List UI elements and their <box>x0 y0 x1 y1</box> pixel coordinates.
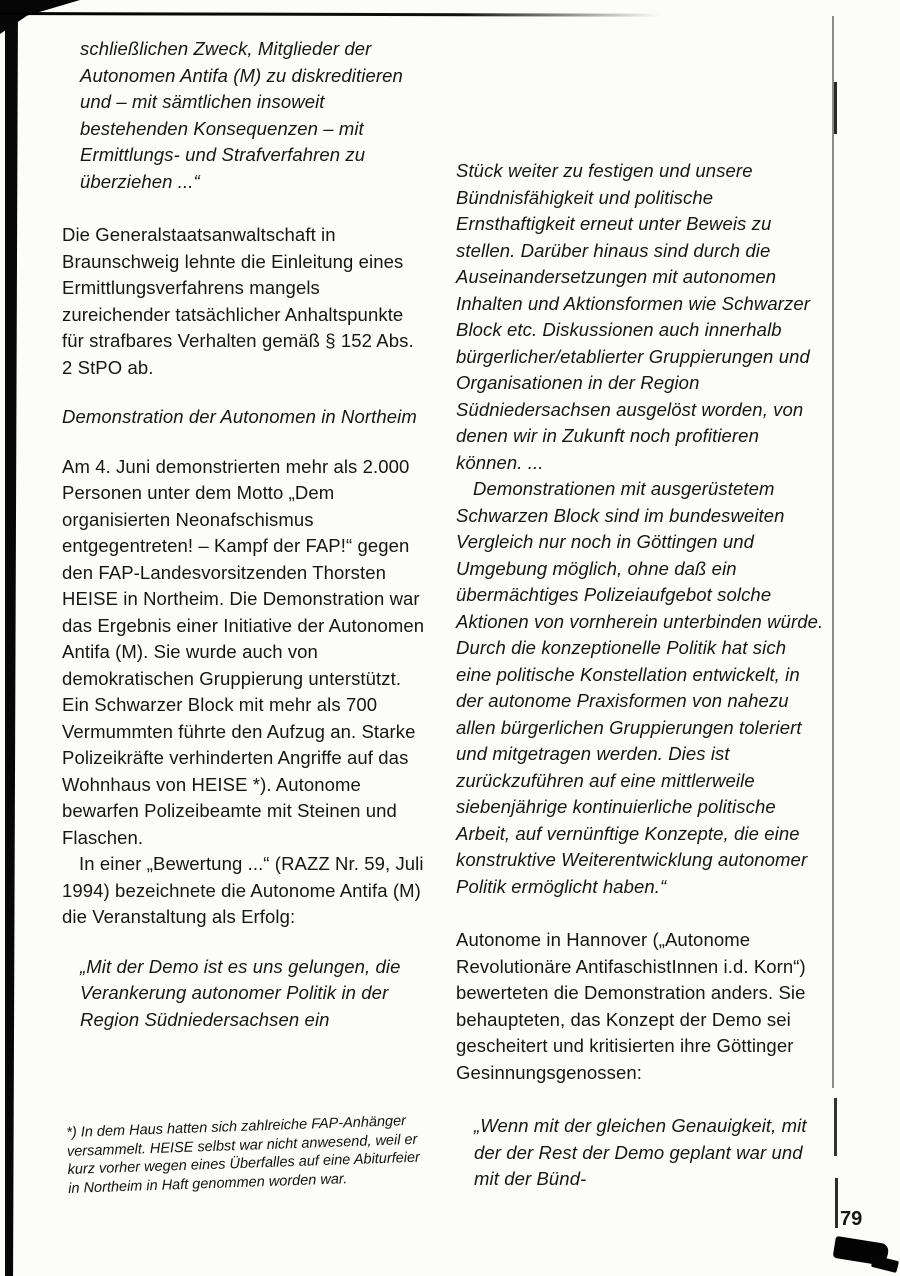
paragraph-bewertung-razz: In einer „Bewertung ...“ (RAZZ Nr. 59, Juli 1994) bezeichnete die Autonome Antifa (M) die Veranstaltung als Erfolg: <box>62 853 424 927</box>
paragraph-autonome-hannover: Autonome in Hannover („Autonome Revolutionäre AntifaschistInnen i.d. Korn“) bewerteten die Demonstration anders. Sie behaupteten, das Konzept der Demo sei gescheitert und kritisierten ihre Göttinger Gesinnungsgenossen: <box>456 929 806 1083</box>
page-number: 79 <box>840 1208 863 1230</box>
right-column <box>456 158 826 1193</box>
scan-artifact-right-tick <box>835 1178 838 1228</box>
scan-artifact-bottom-right <box>871 1255 899 1273</box>
scan-artifact-top-left <box>0 0 80 34</box>
subheading-demonstration-northeim: Demonstration der Autonomen in Northeim <box>62 406 417 427</box>
quote-continuation-diskreditieren: schließlichen Zweck, Mitglieder der Autonomen Antifa (M) zu diskreditieren und – mit sämtlichen insoweit bestehenden Konsequenzen – mit Ermittlungs- und Strafverfahren zu überziehen ...“ <box>80 38 403 192</box>
quote-stueck-weiter: Stück weiter zu festigen und unsere Bündnisfähigkeit und politische Ernsthaftigkeit erneut unter Beweis zu stellen. Darüber hinaus sind durch die Auseinandersetzungen mit autonomen Inhalten und Aktionsformen wie Schwarzer Block etc. Diskussionen auch innerhalb bürgerlicher/etablierter Gruppierungen und Organisationen in der Region Südniedersachsen ausgelöst worden, von denen wir in Zukunft noch profitieren können. ... <box>456 160 810 473</box>
scan-artifact-bottom-right <box>833 1236 890 1266</box>
quote-demonstrationen-schwarzer-block: Demonstrationen mit ausgerüstetem Schwarzen Block sind im bundesweiten Vergleich nur noch in Göttingen und Umgebung möglich, ohne daß ein übermächtiges Polizeiaufgebot solche Aktionen von vornherein unterbinden würde. Durch die konzeptionelle Politik hat sich eine politische Konstellation entwickelt, in der autonome Praxisformen von nahezu allen bürgerlichen Gruppierungen toleriert und mitgetragen werden. Dies ist zurückzuführen auf eine mittlerweile siebenjährige kontinuierliche politische Arbeit, auf vernünftige Konzepte, die eine konstruktive Weiterentwicklung autonomer Politik ermöglicht haben.“ <box>456 478 824 897</box>
paragraph-demonstration: Am 4. Juni demonstrierten mehr als 2.000 Personen unter dem Motto „Dem organisierten Neonafschismus entgegentreten! – Kampf der FAP!“ gegen den FAP-Landesvorsitzenden Thorsten HEISE in Northeim. Die Demonstration war das Ergebnis einer Initiative der Autonomen Antifa (M). Sie wurde auch von demokratischen Gruppierung unterstützt. Ein Schwarzer Block mit mehr als 700 Vermummten führte den Aufzug an. Starke Polizeikräfte verhinderten Angriffe auf das Wohnhaus von HEISE *). Autonome bewarfen Polizeibeamte mit Steinen und Flaschen. <box>62 455 425 848</box>
left-column <box>62 36 426 1033</box>
footnote-fap-anhaenger: *) In dem Haus hatten sich zahlreiche FAP-Anhänger versammelt. HEISE selbst war nicht anwesend, weil er kurz vorher wegen eines Überfalles auf eine Abiturfeier in Northeim in Haft genommen worden war. <box>66 1113 421 1197</box>
paragraph-generalstaatsanwaltschaft: Die Generalstaatsanwaltschaft in Braunschweig lehnte die Einleitung eines Ermittlungsverfahrens mangels zureichender tatsächlicher Anhaltspunkte für strafbares Verhalten gemäß § 152 Abs. 2 StPO ab. <box>62 224 414 378</box>
binding-edge-bar <box>5 0 18 1276</box>
page-edge-line <box>832 16 834 1088</box>
quote-wenn-genauigkeit: „Wenn mit der gleichen Genauigkeit, mit der der Rest der Demo geplant war und mit der Bünd- <box>474 1115 807 1189</box>
scan-artifact-top-line <box>0 12 660 16</box>
scan-artifact-right-tick <box>834 1098 837 1156</box>
quote-mit-der-demo: „Mit der Demo ist es uns gelungen, die Verankerung autonomer Politik in der Region Südniedersachsen ein <box>80 955 401 1030</box>
scan-artifact-right-tick <box>834 82 837 134</box>
